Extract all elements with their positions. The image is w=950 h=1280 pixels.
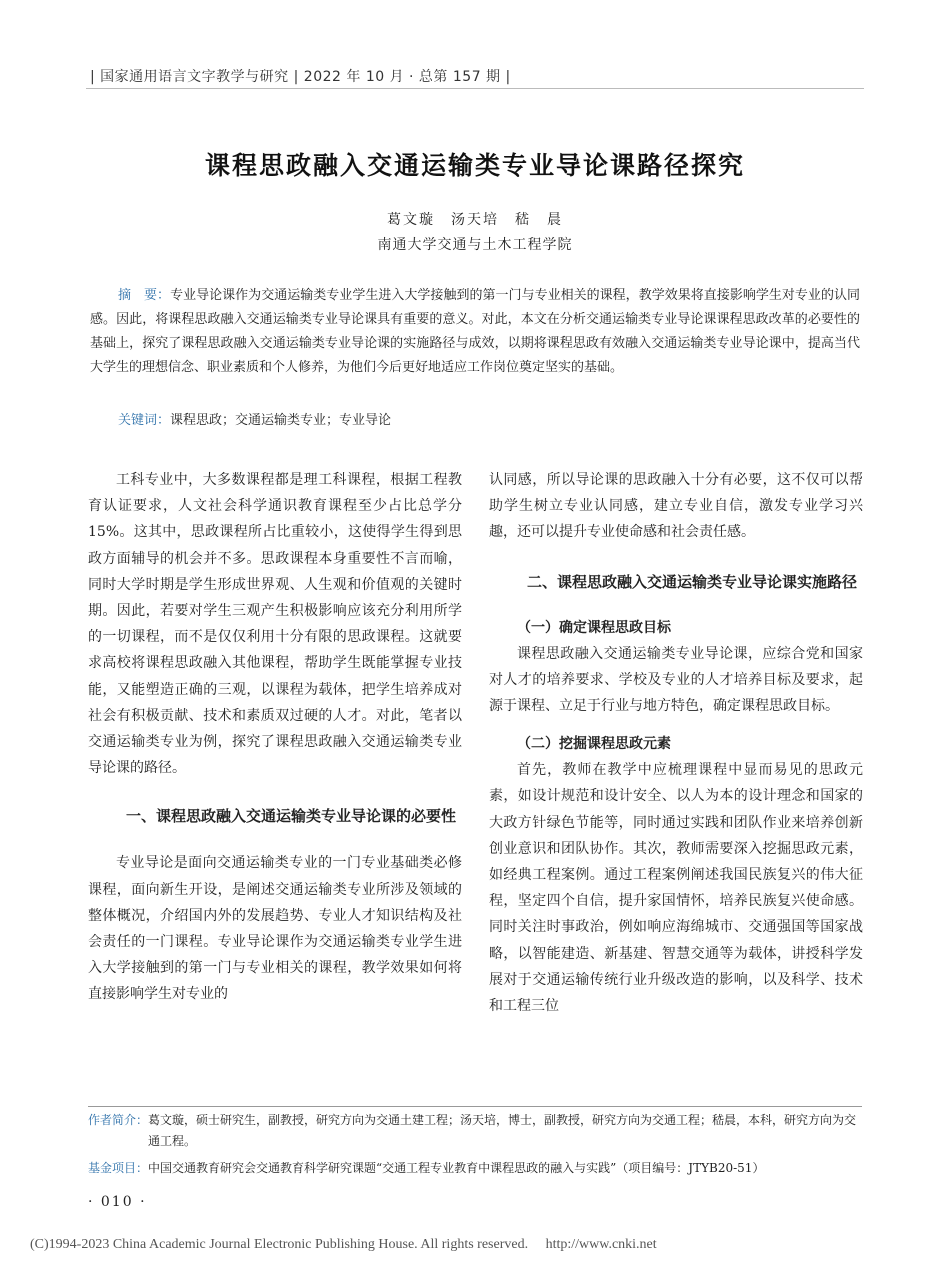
article-title: 课程思政融入交通运输类专业导论课路径探究 bbox=[204, 151, 745, 180]
running-header: | 国家通用语言文字教学与研究 | 2022 年 10 月 · 总第 157 期 | bbox=[90, 69, 511, 85]
footnote-rule bbox=[88, 1106, 862, 1107]
section-2-heading: 二、课程思政融入交通运输类专业导论课实施路径 bbox=[527, 572, 858, 591]
page-number: · 010 · bbox=[88, 1194, 147, 1210]
keywords bbox=[118, 409, 391, 433]
abstract bbox=[90, 284, 860, 380]
left-column bbox=[88, 467, 462, 1008]
subsection-1-paragraph: 课程思政融入交通运输类专业导论课，应综合党和国家对人才的培养要求、学校及专业的人才培养目标及要求，起源于课程、立足于行业与地方特色，确定课程思政目标。 bbox=[489, 645, 863, 715]
subsection-1-heading: （一）确定课程思政目标 bbox=[517, 619, 671, 636]
fund-footnote-text: 中国交通教育研究会交通教育科学研究课题“交通工程专业教育中课程思政的融入与实践”（项目编号：JTYB20-51） bbox=[148, 1161, 765, 1175]
authors: 葛文璇 汤天培 嵇 晨 bbox=[387, 212, 563, 228]
header-rule bbox=[86, 88, 864, 89]
continued-paragraph: 认同感，所以导论课的思政融入十分有必要，这不仅可以帮助学生树立专业认同感，建立专业自信，激发专业学习兴趣，还可以提升专业使命感和社会责任感。 bbox=[489, 472, 863, 541]
abstract-label: 摘 要： bbox=[118, 288, 171, 303]
intro-paragraph: 工科专业中，大多数课程都是理工科课程，根据工程教育认证要求，人文社会科学通识教育课程至少占比总学分 15%。这其中，思政课程所占比重较小，这使得学生得到思政方面辅导的机会并不多。思政课程本身重要性不言而喻，同时大学时期是学生形成世界观、人生观和价值观的关键时期。因此，若要对学生三观产生积极影响应该充分利用所学的一切课程，而不是仅仅利用十分有限的思政课程。这就要求高校将课程思政融入其他课程，帮助学生既能掌握专业技能，又能塑造正确的三观，以课程为载体，把学生培养成对社会有积极贡献、技术和素质双过硬的人才。对此，笔者以交通运输类专业为例，探究了课程思政融入交通运输类专业导论课的路径。 bbox=[88, 472, 462, 777]
fund-footnote-label: 基金项目： bbox=[88, 1161, 149, 1175]
section-1-heading: 一、课程思政融入交通运输类专业导论课的必要性 bbox=[126, 807, 457, 826]
fund-footnote bbox=[88, 1158, 868, 1179]
keywords-label: 关键词： bbox=[118, 413, 171, 428]
subsection-2-heading: （二）挖掘课程思政元素 bbox=[517, 736, 671, 753]
copyright-notice: (C)1994-2023 China Academic Journal Electronic Publishing House. All rights reserved. http://www.cnki.net bbox=[30, 1237, 657, 1252]
affiliation: 南通大学交通与土木工程学院 bbox=[377, 237, 573, 253]
abstract-text: 专业导论课作为交通运输类专业学生进入大学接触到的第一门与专业相关的课程，教学效果将直接影响学生对专业的认同感。因此，将课程思政融入交通运输类专业导论课具有重要的意义。对此，本文在分析交通运输类专业导论课课程思政改革的必要性的基础上，探究了课程思政融入交通运输类专业导论课的实施路径与成效，以期将课程思政有效融入交通运输类专业导论课中，提高当代大学生的理想信念、职业素质和个人修养，为他们今后更好地适应工作岗位奠定坚实的基础。 bbox=[90, 288, 860, 375]
author-footnote-text: 葛文璇，硕士研究生，副教授，研究方向为交通土建工程；汤天培，博士，副教授，研究方向为交通工程；嵇晨，本科，研究方向为交通工程。 bbox=[148, 1113, 857, 1148]
right-column bbox=[489, 467, 863, 1019]
keywords-text: 课程思政；交通运输类专业；专业导论 bbox=[170, 413, 392, 428]
subsection-2-paragraph: 首先，教师在教学中应梳理课程中显而易见的思政元素，如设计规范和设计安全、以人为本的设计理念和国家的大政方针绿色节能等，同时通过实践和团队作业来培养创新创业意识和团队协作。其次，教师需要深入挖掘思政元素，如经典工程案例。通过工程案例阐述我国民族复兴的伟大征程，坚定四个自信，提升家国情怀，培养民族复兴使命感。同时关注时事政治，例如响应海绵城市、交通强国等国家战略，以智能建造、新基建、智慧交通等为载体，讲授科学发展对于交通运输传统行业升级改造的影响，以及科学、技术和工程三位 bbox=[489, 762, 863, 1015]
author-footnote bbox=[88, 1110, 868, 1152]
author-footnote-label: 作者简介： bbox=[88, 1113, 149, 1127]
section-1-paragraph: 专业导论是面向交通运输类专业的一门专业基础类必修课程，面向新生开设，是阐述交通运输类专业所涉及领域的整体概况，介绍国内外的发展趋势、专业人才知识结构及社会责任的一门课程。专业导论课作为交通运输类专业学生进入大学接触到的第一门与专业相关的课程，教学效果如何将直接影响学生对专业的 bbox=[88, 855, 462, 1003]
